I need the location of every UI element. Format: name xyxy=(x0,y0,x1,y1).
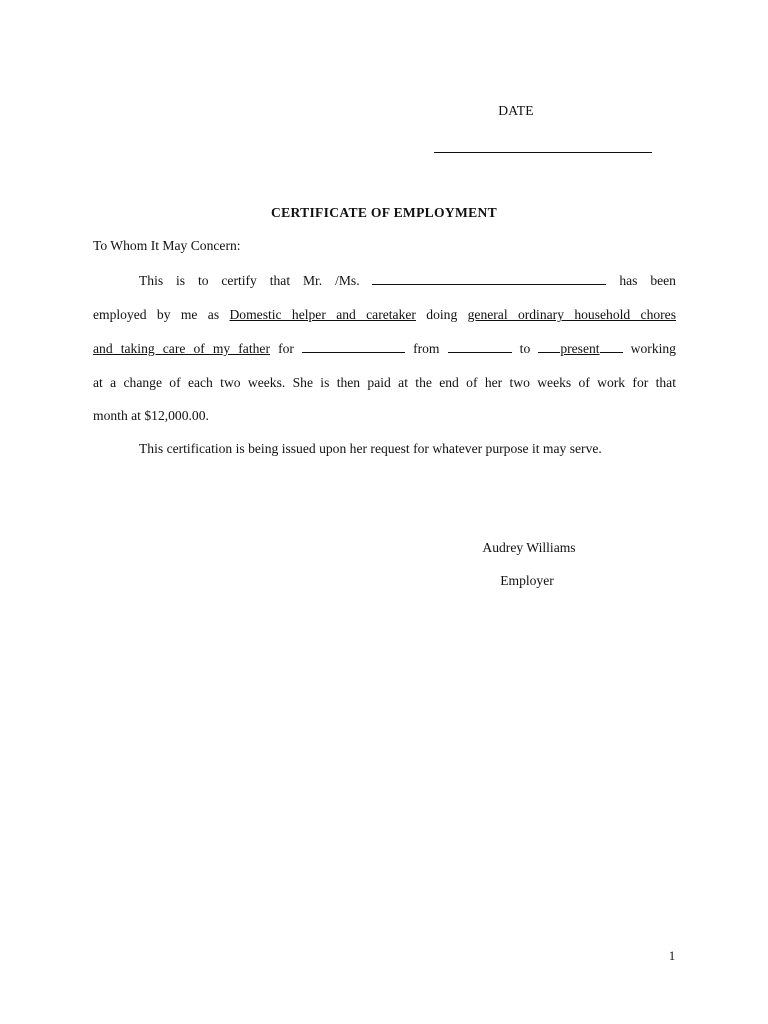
signer-name: Audrey Williams xyxy=(482,540,576,555)
doing-text: doing xyxy=(426,307,458,322)
purpose-paragraph: This certification is being issued upon her request for whatever purpose it may serve. xyxy=(139,441,602,456)
certify-lead-text: This is to certify that Mr. /Ms. xyxy=(139,273,360,288)
working-text: working xyxy=(630,341,676,356)
for-text: for xyxy=(278,341,294,356)
end-date-value: present xyxy=(560,341,600,356)
date-blank-line xyxy=(434,152,652,153)
page-number: 1 xyxy=(668,949,676,963)
start-date-blank xyxy=(448,339,512,353)
position-text: Domestic helper and caretaker xyxy=(229,307,416,322)
body-line-4: at a change of each two weeks. She is then paid at the end of her two weeks of work for that xyxy=(93,375,676,390)
from-text: from xyxy=(413,341,440,356)
body-line-2 xyxy=(93,305,676,325)
signer-role: Employer xyxy=(500,573,554,588)
salutation: To Whom It May Concern: xyxy=(93,238,241,253)
duties-text-part2: and taking care of my father xyxy=(93,341,270,356)
body-line-5: month at $12,000.00. xyxy=(93,408,209,423)
duration-blank xyxy=(302,339,405,353)
employee-name-blank xyxy=(372,273,606,288)
body-line-3 xyxy=(93,339,676,359)
duties-text-part1: general ordinary household chores xyxy=(467,307,677,322)
date-label: DATE xyxy=(498,103,534,118)
to-text: to xyxy=(519,341,531,356)
end-date-field xyxy=(538,341,622,356)
certify-trail-text: has been xyxy=(619,273,676,288)
employed-lead-text: employed by me as xyxy=(93,307,220,322)
body-line-1 xyxy=(93,271,676,291)
certificate-title: CERTIFICATE OF EMPLOYMENT xyxy=(270,205,498,220)
